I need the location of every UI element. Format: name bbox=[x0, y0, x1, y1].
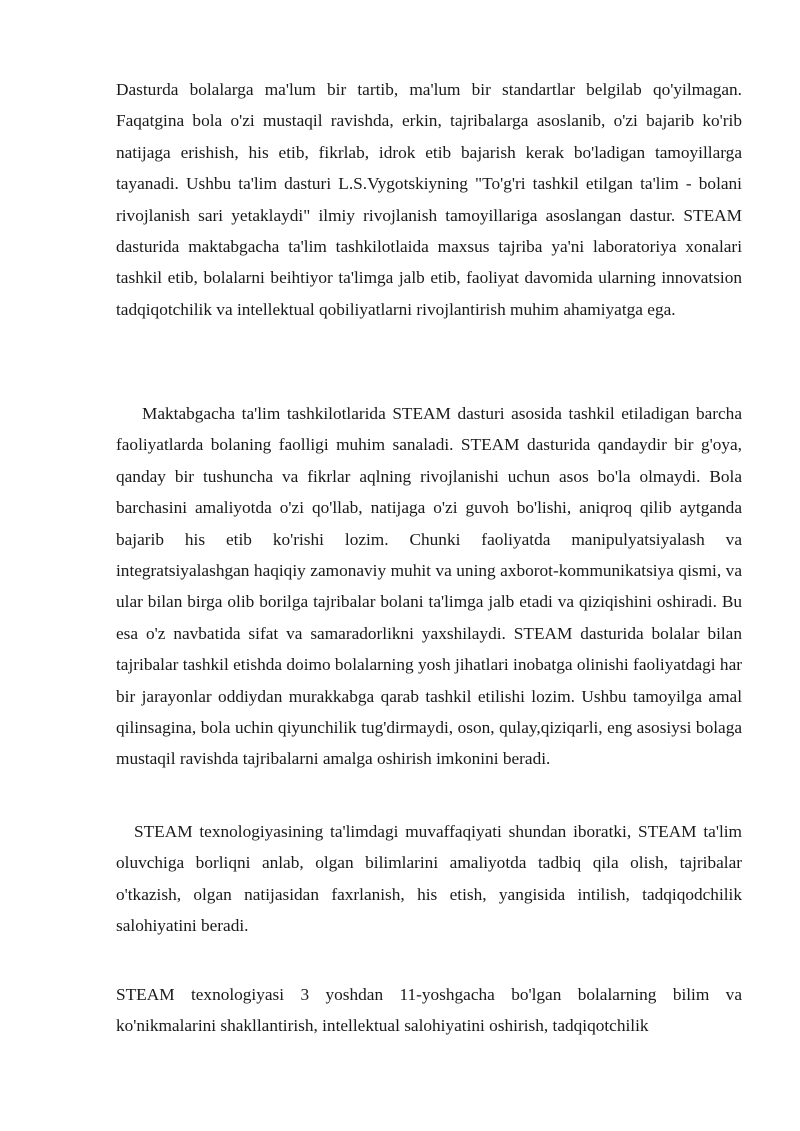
paragraph-1: Dasturda bolalarga ma'lum bir tartib, ma'lum bir standartlar belgilab qo'yilmagan. Faqatgina bola o'zi mustaqil ravishda, erkin, tajribalarga asoslanib, o'zi bajarib ko'rib natijaga erishish, his etib, fikrlab, idrok etib bajarish kerak bo'ladigan tamoyillarga tayanadi. Ushbu ta'lim dasturi L.S.Vygotskiyning "To'g'ri tashkil etilgan ta'lim - bolani rivojlanish sari yetaklaydi" ilmiy rivojlanish tamoyillariga asoslangan dastur. STEAM dasturida maktabgacha ta'lim tashkilotlaida maxsus tajriba ya'ni laboratoriya xonalari tashkil etib, bolalarni beihtiyor ta'limga jalb etib, faoliyat davomida ularning innovatsion tadqiqotchilik va intellektual qobiliyatlarni rivojlantirish muhim ahamiyatga ega. bbox=[116, 80, 742, 319]
paragraph-4: STEAM texnologiyasi 3 yoshdan 11-yoshgacha bo'lgan bolalarning bilim va ko'nikmalarini shakllantirish, intellektual salohiyatini oshirish, tadqiqotchilik bbox=[116, 985, 742, 1036]
paragraph-3: STEAM texnologiyasining ta'limdagi muvaffaqiyati shundan iboratki, STEAM ta'lim oluvchiga borliqni anlab, olgan bilimlarini amaliyotda tadbiq qila olish, tajribalar o'tkazish, olgan natijasidan faxrlanish, his etish, yangisida intilish, tadqiqodchilik salohiyatini beradi. bbox=[116, 822, 742, 936]
paragraph-2: Maktabgacha ta'lim tashkilotlarida STEAM dasturi asosida tashkil etiladigan barcha faoliyatlarda bolaning faolligi muhim sanaladi. STEAM dasturida qandaydir bir g'oya, qanday bir tushuncha va fikrlar aqlning rivojlanishi uchun asos bo'la olmaydi. Bola barchasini amaliyotda o'zi qo'llab, natijaga o'zi guvoh bo'lishi, aniqroq qilib aytganda bajarib his etib ko'rishi lozim. Chunki faoliyatda manipulyatsiyalash va integratsiyalashgan haqiqiy zamonaviy muhit va uning axborot-kommunikatsiya qismi, va ular bilan birga olib borilga tajribalar bolani ta'limga jalb etadi va qiziqishini oshiradi. Bu esa o'z navbatida sifat va samaradorlikni yaxshilaydi. STEAM dasturida bolalar bilan tajribalar tashkil etishda doimo bolalarning yosh jihatlari inobatga olinishi faoliyatdagi har bir jarayonlar oddiydan murakkabga qarab tashkil etilishi lozim. Ushbu tamoyilga amal qilinsagina, bola uchin qiyunchilik tug'dirmaydi, oson, qulay,qiziqarli, eng asosiysi bolaga mustaqil ravishda tajribalarni amalga oshirish imkonini beradi. bbox=[116, 404, 742, 769]
